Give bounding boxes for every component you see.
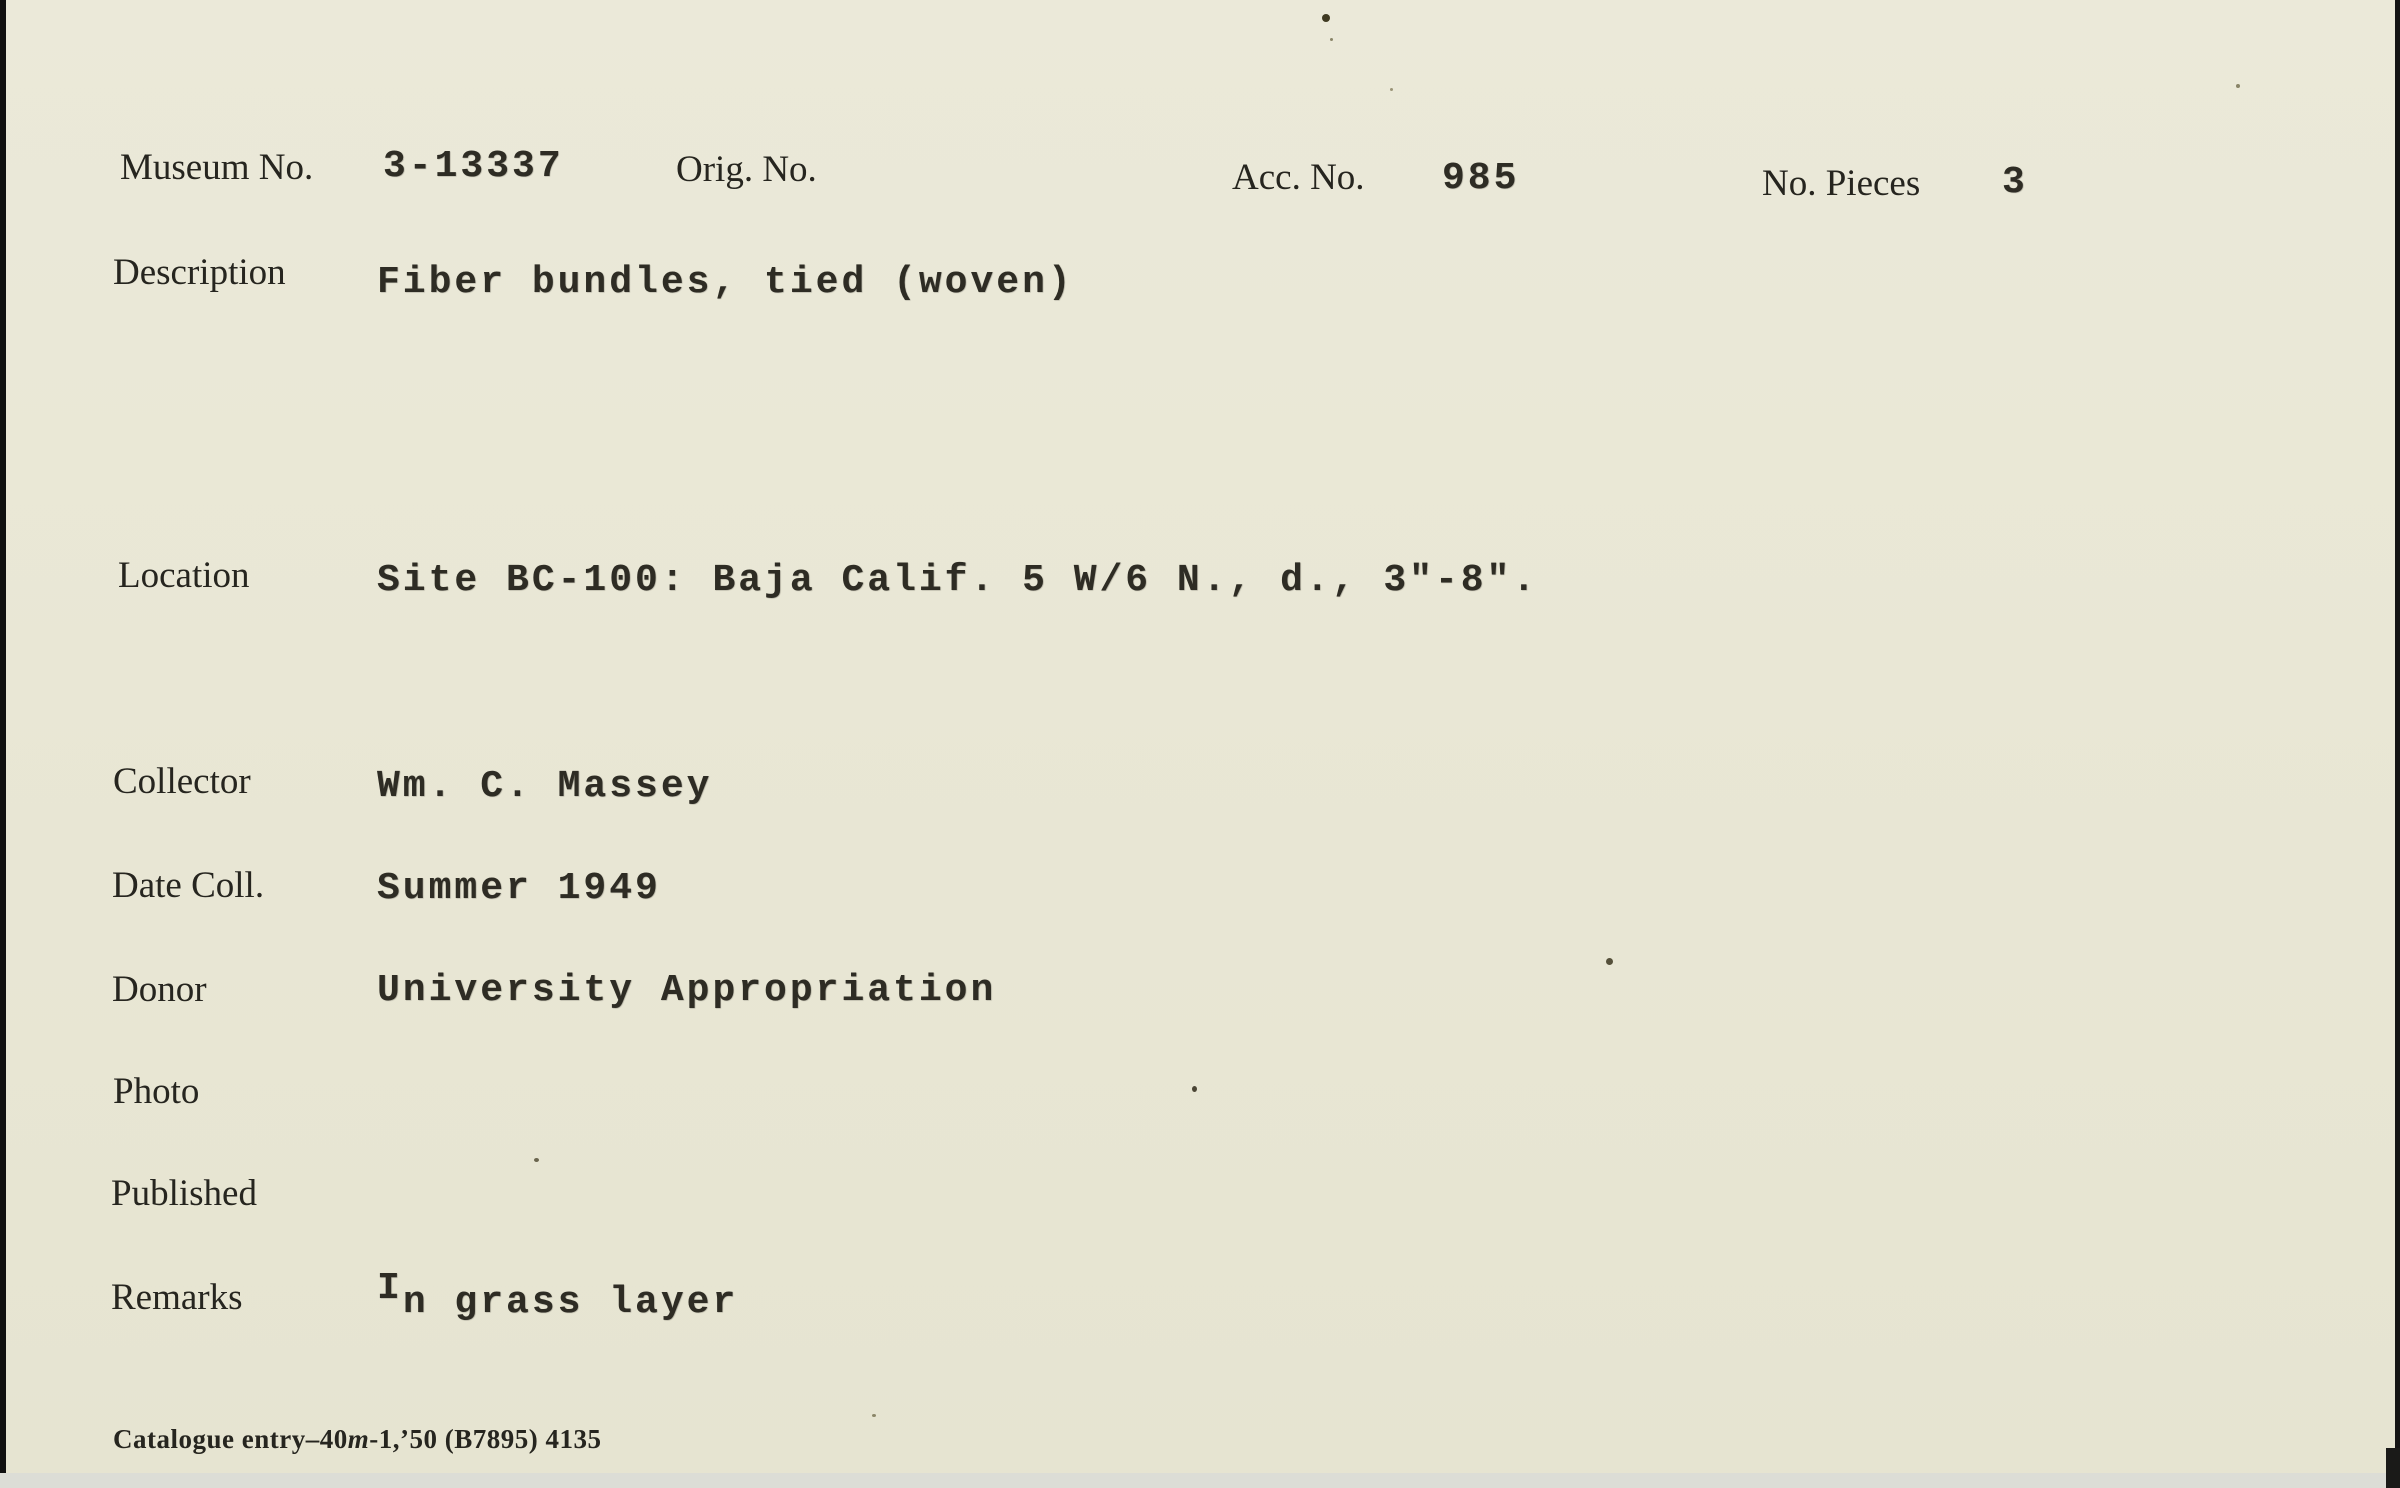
- acc-no-label: Acc. No.: [1232, 157, 1365, 198]
- orig-no-label: Orig. No.: [676, 149, 817, 190]
- collector-label: Collector: [113, 761, 251, 802]
- no-pieces-value: 3: [2002, 161, 2028, 204]
- paper-speck: [1192, 1086, 1197, 1092]
- location-label: Location: [118, 555, 250, 596]
- paper-speck: [534, 1158, 539, 1162]
- no-pieces-label: No. Pieces: [1762, 163, 1921, 204]
- catalogue-entry-italic: m: [347, 1424, 370, 1454]
- catalogue-entry-prefix: Catalogue entry–40: [113, 1424, 348, 1454]
- donor-label: Donor: [112, 969, 207, 1010]
- paper-speck: [1322, 14, 1330, 22]
- paper-speck: [1606, 958, 1613, 965]
- paper-speck: [2236, 84, 2240, 88]
- paper-speck: [872, 1414, 876, 1417]
- collector-value: Wm. C. Massey: [377, 765, 713, 808]
- museum-no-value: 3-13337: [383, 145, 564, 188]
- remarks-label: Remarks: [111, 1277, 243, 1318]
- catalogue-entry-suffix: -1,’50 (B7895) 4135: [369, 1424, 602, 1454]
- photo-label: Photo: [113, 1071, 200, 1112]
- published-label: Published: [111, 1173, 257, 1214]
- remarks-value-rest: n grass layer: [402, 1281, 739, 1324]
- remarks-value: [377, 1267, 739, 1324]
- scan-strip-bottom: [0, 1473, 2400, 1488]
- acc-no-value: 985: [1442, 157, 1520, 200]
- description-label: Description: [113, 252, 286, 293]
- location-value: Site BC-100: Baja Calif. 5 W/6 N., d., 3"-8".: [377, 559, 1539, 602]
- description-value: Fiber bundles, tied (woven): [377, 261, 1074, 304]
- donor-value: University Appropriation: [377, 969, 997, 1012]
- remarks-value-initial: I: [377, 1267, 403, 1310]
- scan-edge-left: [0, 0, 6, 1488]
- museum-no-label: Museum No.: [120, 147, 314, 188]
- scan-corner-bottom-right: [2386, 1448, 2400, 1488]
- date-coll-value: Summer 1949: [377, 867, 661, 910]
- date-coll-label: Date Coll.: [112, 865, 265, 906]
- paper-speck: [1330, 38, 1333, 41]
- scan-edge-right: [2395, 0, 2400, 1488]
- paper-speck: [1390, 88, 1393, 91]
- catalogue-entry-line: [113, 1424, 601, 1455]
